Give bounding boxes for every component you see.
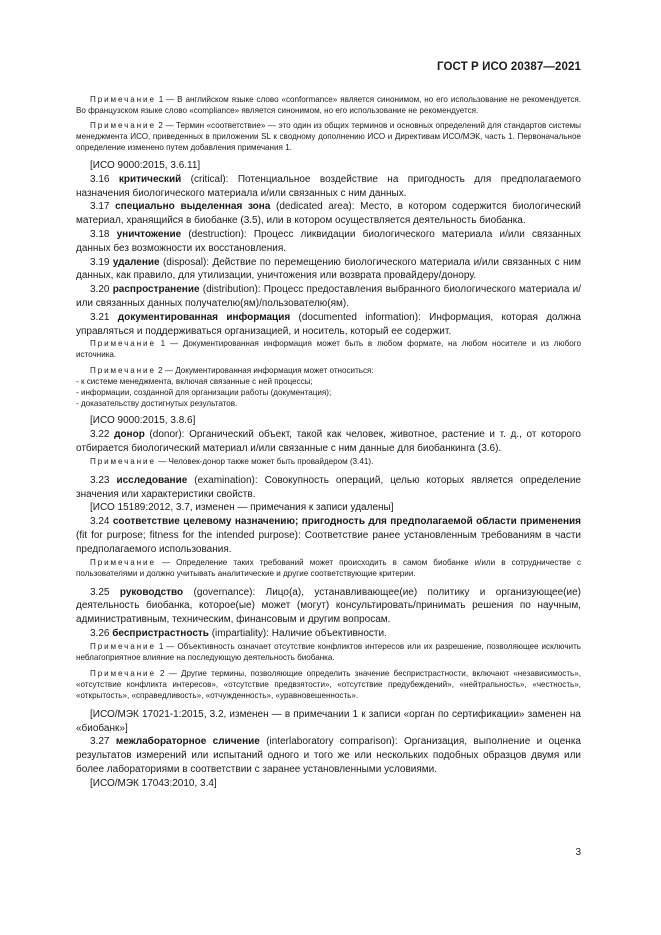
term-entry: 3.24 соответствие целевому назначению; пригодность для предполагаемой области применения (fit for purpose; fitness for the intended purpose): Соответствие ранее установленным требованиям в части предполагаемого использования. xyxy=(76,516,581,555)
reference: [ИСО 9000:2015, 3.8.6] xyxy=(90,415,196,427)
term-entry: 3.26 беспристрастность (impartiality): Наличие объективности. xyxy=(90,627,387,639)
note: Примечание 1 — Документированная информация может быть в любом формате, на любом носителе и из любого источника. xyxy=(76,339,581,360)
term-entry: 3.27 межлабораторное сличение (interlaboratory comparison): Организация, выполнение и оценка результатов измерений или испытаний одного и того же или нескольких подобных образцов двумя или более лабораториями в соответствии с заранее установленными условиями. xyxy=(76,736,581,775)
note: Примечание 2 — Термин «соответствие» — это один из общих терминов и основных определений для стандартов системы менеджмента ИСО, приведенных в приложении SL к сводному дополнению ИСО и Директивам ИСО/МЭК, часть 1. Первоначальное определение изменено путем добавления примечания 1. xyxy=(76,121,581,152)
term-entry: 3.19 удаление (disposal): Действие по перемещению биологического материала и/или связанных с ним данных, как правило, для утилизации, уничтожения или возврата провайдеру/донору. xyxy=(76,256,581,282)
reference: [ИСО 9000:2015, 3.6.11] xyxy=(90,160,201,171)
reference: [ИСО 15189:2012, 3.7, изменен — примечания к записи удалены] xyxy=(90,502,394,514)
note-list-item: - информации, созданной для организации работы (документация); xyxy=(76,388,332,398)
note: Примечание 2 — Документированная информация может относиться: xyxy=(90,366,374,376)
term-entry: 3.25 руководство (governance): Лицо(а), устанавливающее(ие) политику и организующее(ие) деятельность биобанка, которое(ые) может (могут) консультировать/принимать решения по научным, административным, техническим, финансовым и другим вопросам. xyxy=(76,586,581,626)
reference: [ИСО/МЭК 17021-1:2015, 3.2, изменен — в примечании 1 к записи «орган по сертификации» заменен на «биобанк»] xyxy=(76,708,581,734)
note: Примечание — Человек-донор также может быть провайдером (3.41). xyxy=(90,456,374,466)
term-entry: 3.17 специально выделенная зона (dedicated area): Место, в котором содержится биологический материал, хранящийся в биобанке (3.5), или в котором осуществляется деятельность биобанка. xyxy=(76,201,581,227)
term-entry: 3.21 документированная информация (documented information): Информация, которая должна управляться и поддерживаться организацией, и носитель, который ее содержит. xyxy=(76,311,581,337)
note-list-item: - доказательству достигнутых результатов. xyxy=(76,399,238,409)
standard-header: ГОСТ Р ИСО 20387—2021 xyxy=(436,61,581,73)
term-entry: 3.22 донор (donor): Органический объект, такой как человек, животное, растение и т. д., от которого отбирается биологический материал и/или связанные с ним данные для биобанкинга (3.6). xyxy=(76,429,581,454)
term-entry: 3.20 распространение (distribution): Процесс предоставления выбранного биологического материала и/или связанных данных получателю(ям)/пользователю(ям). xyxy=(76,284,581,309)
term-entry: 3.23 исследование (examination): Совокупность операций, целью которых является определение значения или характеристики свойств. xyxy=(76,474,581,500)
page-content xyxy=(76,94,581,791)
note: Примечание 1 — В английском языке слово «conformance» является синонимом, но его использование не рекомендуется. Во французском языке слово «compliance» является синонимом, но его использование не рекомендуется. xyxy=(76,95,581,115)
note: Примечание 2 — Другие термины, позволяющие определить значение беспристрастности, включают «независимость», «отсутствие конфликта интересов», «отсутствие предвзятости», «отсутствие предубеждений», «нейтральность», «честность», «открытость», «справедливость», «отчужденность», «уравновешенность». xyxy=(76,668,581,700)
note-list-item: - к системе менеджмента, включая связанные с ней процессы; xyxy=(76,377,313,387)
reference: [ИСО/МЭК 17043:2010, 3.4] xyxy=(90,777,217,789)
page-number: 3 xyxy=(575,847,581,858)
note: Примечание 1 — Объективность означает отсутствие конфликтов интересов или их разрешение, позволяющее исключить неблагоприятное влияние на последующую деятельность биобанка. xyxy=(76,641,581,662)
note: Примечание — Определение таких требований может происходить в самом биобанке и/или в сотрудничестве с пользователями и должно учитывать аналитические и другие соответствующие критерии. xyxy=(76,557,581,578)
term-entry: 3.16 критический (critical): Потенциальное воздействие на пригодность для предполагаемого назначения биологического материала и/или связанных с ним данных. xyxy=(76,173,581,199)
term-entry: 3.18 уничтожение (destruction): Процесс ликвидации биологического материала и/или связанных данных без возможности их восстановления. xyxy=(76,228,581,254)
